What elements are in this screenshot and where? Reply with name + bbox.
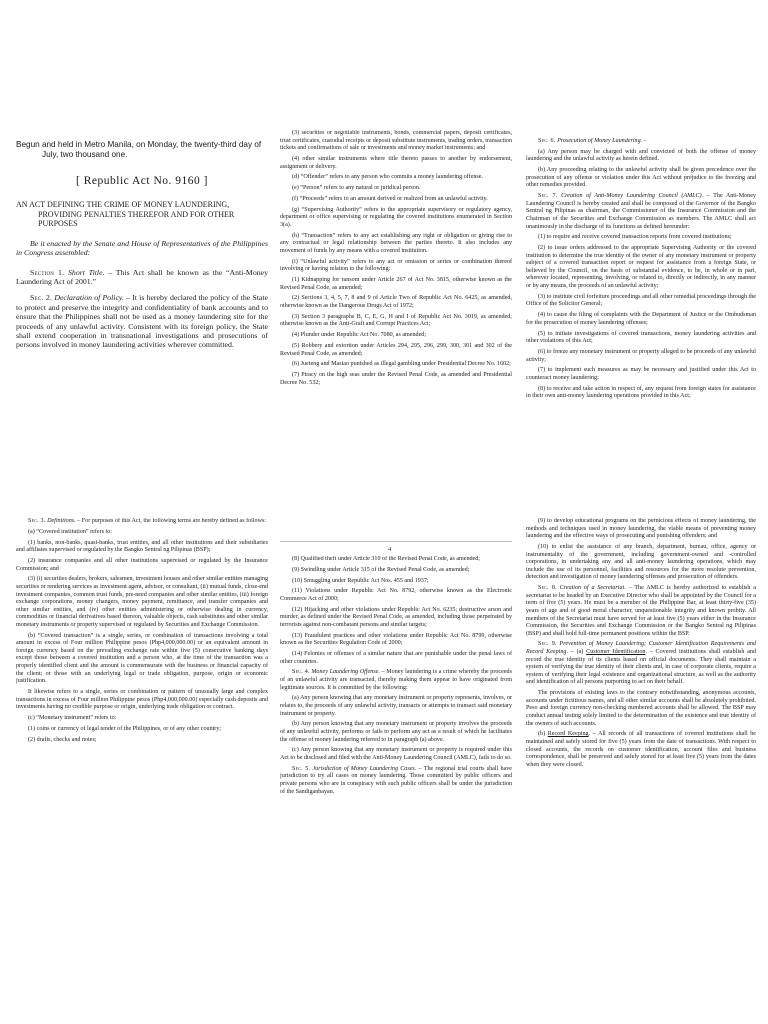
amlc-function-6: (6) to freeze any monetary instrument or property alleged to be proceeds of any unlawful activity; bbox=[526, 348, 756, 363]
section-6-b: (b) Any proceeding relating to the unlawful activity shall be given precedence over the prosecution of any offense or violation under this Act without prejudice to the freezing and other remedies provided. bbox=[526, 167, 756, 189]
unlawful-3: (3) Section 3 paragraphs B, C, E, G, H and I of Republic Act No. 3019, as amended; otherwise known as the Anti-Graft and Corrupt Practices Act; bbox=[280, 313, 512, 328]
section-6: Sec. 6. Prosecution of Money Laundering. – bbox=[538, 138, 647, 144]
page-number: 4 bbox=[388, 546, 392, 553]
page-3-column bbox=[526, 138, 756, 404]
amlc-function-8: (8) to receive and take action in respect of, any request from foreign states for assistance in their own anti-money laundering operations provided in this Act; bbox=[526, 385, 756, 400]
unlawful-4: (4) Plunder under Republic Act No. 7080, as amended; bbox=[292, 332, 427, 339]
definition-c-4: (4) other similar instruments where title thereto passes to another by endorsement, assignment or delivery. bbox=[280, 155, 512, 170]
page-divider bbox=[280, 541, 512, 542]
begun-line-2: July, two thousand one. bbox=[42, 150, 128, 159]
section-9: Sec. 9. Prevention of Money Laundering; Customer Identification Requirements and Record Keeping. – (a) Customer Identification. – Covered institutions shall establish and record the true identity of its clients based on official documents. They shall maintain a system of verifying the true identity of their clients and, in case of corporate clients, require a system of verifying their legal existence and organizational structure, as well as the authority and identification of all persons purporting to act on their behalf. bbox=[526, 641, 756, 686]
section-4-b: (b) Any person knowing that any monetary instrument or property involves the proceeds of any unlawful activity, performs or fails to perform any act as a result of which he facilitates the offense of money laundering referred to in paragraph (a) above. bbox=[280, 721, 512, 743]
definition-g: (g) “Supervising Authority” refers to the appropriate supervisory or regulatory agency, department or office supervising or regulating the covered institutions enumerated in Section 3(a). bbox=[280, 206, 512, 228]
definition-i: (i) “Unlawful activity” refers to any act or omission or series or combination thereof involving or having relation to the following: bbox=[280, 258, 512, 273]
definition-a-1: (1) banks, non-banks, quasi-banks, trust entities, and all other institutions and their subsidiaries and affiliates supervised or regulated by the Bangko Sentral ng Pilipinas (BSP); bbox=[16, 539, 268, 554]
amlc-function-1: (1) to require and receive covered transaction reports from covered institutions; bbox=[538, 234, 732, 241]
definition-a: (a) “Covered institution” refers to: bbox=[28, 528, 112, 535]
amlc-function-7: (7) to implement such measures as may be necessary and justified under this Act to counteract money laundering; bbox=[526, 367, 756, 381]
unlawful-11: (11) Violations under Republic Act No. 8792, otherwise known as the Electronic Commerce Act of 2000; bbox=[280, 588, 512, 602]
definition-d: (d) “Offender” refers to any person who commits a money laundering offense. bbox=[292, 174, 483, 181]
definition-f: (f) “Proceeds” refers to an amount derived or realized from an unlawful activity. bbox=[292, 195, 488, 202]
amlc-function-10: (10) to enlist the assistance of any branch, department, bureau, office, agency or instrumentality of the government, including government-owned and -controlled corporations, in undertaking any and all anti-money laundering operations, which may include the use of its personnel, facilities and resources for the more resolute prevention, detection and investigation of money laundering offenses and prosecution of offenders. bbox=[526, 543, 756, 581]
republic-act-heading: [ Republic Act No. 9160 ] bbox=[76, 175, 208, 187]
section-4-a: (a) Any person knowing that any monetary instrument or property represents, involves, or relates to, the proceeds of any unlawful activity, transacts or attempts to transact said monetary instrument or property. bbox=[280, 695, 512, 717]
section-4: Sec. 4. Money Laundering Offense. – Money laundering is a crime whereby the proceeds of an unlawful activity are transacted, thereby making them appear to have originated from legitimate sources. It is committed by the following: bbox=[280, 669, 512, 691]
unlawful-10: (10) Smuggling under Republic Act Nos. 455 and 1937; bbox=[292, 577, 429, 584]
section-9-a-2: The provisions of existing laws to the contrary notwithstanding, anonymous accounts, accounts under fictitious names, and all other similar accounts shall be absolutely prohibited. Peso and foreign currency non-checking numbered accounts shall be allowed. The BSP may conduct annual testing solely limited to the determination of the existence and true identity of the owners of such accounts. bbox=[526, 690, 756, 727]
section-5: Sec. 5. Jurisdiction of Money Laundering Cases. – The regional trial courts shall have jurisdiction to try all cases on money laundering. Those committed by public officers and private persons who are in conspiracy with such public officers shall be under the jurisdiction of the Sandiganbayan. bbox=[280, 765, 512, 795]
unlawful-9: (9) Swindling under Article 315 of the Revised Penal Code, as amended; bbox=[292, 566, 470, 573]
amlc-function-9: (9) to develop educational programs on the pernicious effects of money laundering, the methods and techniques used in money laundering, the viable means of preventing money laundering and the effective ways of prosecuting and punishing offenders; and bbox=[526, 518, 756, 540]
section-3: Sec. 3. Definitions. – For purposes of this Act, the following terms are hereby defined as follows: bbox=[28, 518, 267, 524]
section-4-c: (c) Any person knowing that any monetary instrument or property is required under this Act to be disclosed and filed with the Anti-Money Laundering Council (AMLC), fails to do so. bbox=[280, 747, 512, 761]
unlawful-5: (5) Robbery and extortion under Articles 294, 295, 296, 299, 300, 301 and 302 of the Revised Penal Code, as amended; bbox=[280, 342, 512, 357]
definition-a-2: (2) insurance companies and all other institutions supervised or regulated by the Insurance Commission; and bbox=[16, 557, 268, 572]
section-6-a: (a) Any person may be charged with and convicted of both the offense of money laundering and the unlawful activity as herein defined. bbox=[526, 148, 756, 163]
amlc-function-2: (2) to issue orders addressed to the appropriate Supervising Authority or the covered institution to determine the true identity of the owner of any monetary instrument or property subject of a covered transaction report or request for assistance from a foreign State, or believed by the Council, on the basis of substantial evidence, to be, in whole or in part, wherever located, representing, involving, or related to, directly or indirectly, in any manner or by any means, the proceeds of an unlawful activity; bbox=[526, 245, 756, 290]
page-2-column bbox=[280, 130, 512, 390]
definition-c-2: (2) drafts, checks and notes; bbox=[28, 736, 97, 743]
section-8: Sec. 8. Creation of a Secretariat. – The AMLC is hereby authorized to establish a secretariat to be headed by an Executive Director who shall be appointed by the Council for a term of five (5) years. He must be a member of the Philippine Bar, at least thirty-five (35) years of age and of good moral character, unquestionable integrity and known probity. All members of the Secretariat must have served for at least five (5) years either in the Insurance Commission, the Securities and Exchange Commission or the Bangko Sentral ng Pilipinas (BSP) and shall hold full-time permanent positions within the BSP. bbox=[526, 585, 756, 637]
amlc-function-3: (3) to institute civil forfeiture proceedings and all other remedial proceedings through the Office of the Solicitor General; bbox=[526, 293, 756, 308]
page-1-column bbox=[16, 140, 268, 357]
unlawful-7: (7) Piracy on the high seas under the Revised Penal Code, as amended and Presidential Decree No. 532; bbox=[280, 372, 512, 386]
unlawful-8: (8) Qualified theft under Article 310 of the Revised Penal Code, as amended; bbox=[292, 556, 481, 562]
definition-a-3: (3) (i) securities dealers, brokers, salesmen, investment houses and other similar entities managing securities or rendering services as investment agent, advisor, or consultant, (ii) mutual funds, close-end investment companies, common trust funds, pre-need companies and other similar entities, (iii) foreign exchange corporations, money changers, money payment, remittance, and transfer companies and other similar entities, and (iv) other entities administering or otherwise dealing in currency, commodities or financial derivatives based thereon, valuable objects, cash substitutes and other similar monetary instruments or property supervised or regulated by Securities and Exchange Commission. bbox=[16, 576, 268, 628]
unlawful-6: (6) Jueteng and Masiao punished as illegal gambling under Presidential Decree No. 1602; bbox=[292, 361, 511, 368]
begun-statement bbox=[16, 140, 268, 160]
unlawful-13: (13) Fraudulent practices and other violations under Republic Act No. 8799, otherwise known as the Securities Regulation Code of 2000; bbox=[280, 632, 512, 647]
act-title bbox=[16, 200, 268, 229]
definition-c: (c) “Monetary instrument” refers to: bbox=[28, 714, 117, 721]
definition-e: (e) “Person” refers to any natural or juridical person. bbox=[292, 185, 421, 192]
amlc-function-4: (4) to cause the filing of complaints with the Department of Justice or the Ombudsman for the prosecution of money laundering offenses; bbox=[526, 312, 756, 326]
unlawful-1: (1) Kidnapping for ransom under Article 267 of Act No. 3815, otherwise known as the Revised Penal Code, as amended; bbox=[280, 277, 512, 291]
definition-c-3: (3) securities or negotiable instruments, bonds, commercial papers, deposit certificates, trust certificates, custodial receipts or deposit substitute instruments, trading orders, transaction tickets and confirmations of sale or investments and money market instruments; and bbox=[280, 130, 512, 152]
section-9-b: (b) Record Keeping. – All records of all transactions of covered institutions shall be maintained and safely stored for five (5) years from the date of transactions. With respect to closed accounts, the records on customer identification, account files and business correspondence, shall be preserved and safely stored for at least five (5) years from the dates when they were closed. bbox=[526, 731, 756, 768]
definition-c-1: (1) coins or currency of legal tender of the Philippines, or of any other country; bbox=[28, 725, 222, 732]
page-2b-column bbox=[280, 556, 512, 799]
page-1b-column bbox=[16, 518, 268, 747]
definition-b: (b) “Covered transaction” is a single, series, or combination of transactions involving a total amount in excess of Four million Philippine pesos (Php4,000,000.00) or an equivalent amount in foreign currency based on the prevailing exchange rate within five (5) consecutive banking days except those between a covered institution and a person who, at the time of the transaction was a properly identified client and the amount is commensurate with the business or financial capacity of the client; or those with an underlying legal or trade obligation, purpose, origin or economic justification. bbox=[16, 632, 268, 685]
unlawful-12: (12) Hijacking and other violations under Republic Act No. 6235; destructive arson and murder, as defined under the Revised Penal Code, as amended, including those perpetrated by terrorists against non-combatant persons and similar targets; bbox=[280, 606, 512, 628]
definition-h: (h) “Transaction” refers to any act establishing any right or obligation or giving rise to any contractual or legal relationship between the parties thereto. It also includes any movement of funds by any means with a covered institution. bbox=[280, 232, 512, 254]
act-title-line-1: AN ACT DEFINING THE CRIME OF MONEY LAUNDERING, bbox=[16, 200, 230, 209]
amlc-function-5: (5) to initiate investigations of covered transactions, money laundering activities and other violations of this Act; bbox=[526, 330, 756, 345]
begun-line-1: Begun and held in Metro Manila, on Monday, the twenty-third day of bbox=[16, 140, 262, 149]
section-2: Sec. 2. Declaration of Policy. – It is hereby declared the policy of the State to protect and preserve the integrity and confidentiality of bank accounts and to ensure that the Philippines shall not be used as a money laundering site for the proceeds of any unlawful activity. Consistent with its foreign policy, the State shall extend cooperation in transnational investigations and prosecutions of persons involved in money laundering activities wherever committed. bbox=[16, 293, 268, 350]
section-7: Sec. 7. Creation of Anti-Money Laundering Council (AMLC). – The Anti-Money Laundering Council is hereby created and shall be composed of the Governor of the Bangko Sentral ng Pilipinas as chairman, the Commissioner of the Insurance Commission and the Chairman of the Securities and Exchange Commission as members. The AMLC shall act unanimously in the discharge of its functions as defined hereunder: bbox=[526, 193, 756, 230]
enacting-clause: Be it enacted by the Senate and House of Representatives of the Philippines in Congress assembled: bbox=[16, 238, 268, 258]
act-title-line-3: PURPOSES bbox=[38, 219, 78, 229]
page-3b-column bbox=[526, 518, 756, 773]
act-title-line-2: PROVIDING PENALTIES THEREFOR AND FOR OTHER bbox=[38, 209, 235, 219]
unlawful-2: (2) Sections 3, 4, 5, 7, 8 and 9 of Article Two of Republic Act No. 6425, as amended, otherwise known as the Dangerous Drugs Act of 1972; bbox=[280, 295, 512, 309]
section-1: Section 1. Short Title. – This Act shall be known as the “Anti-Money Laundering Act of 2001.” bbox=[16, 267, 268, 286]
definition-b-2: It likewise refers to a single, series or combination or pattern of unusually large and complex transactions in excess of Four million Philippine pesos (Php4,000,000.00) especially cash deposits and investments having no credible purpose or origin, underlying trade obligation or contract. bbox=[16, 689, 268, 711]
unlawful-14: (14) Felonies or offenses of a similar nature that are punishable under the penal laws of other countries. bbox=[280, 651, 512, 665]
